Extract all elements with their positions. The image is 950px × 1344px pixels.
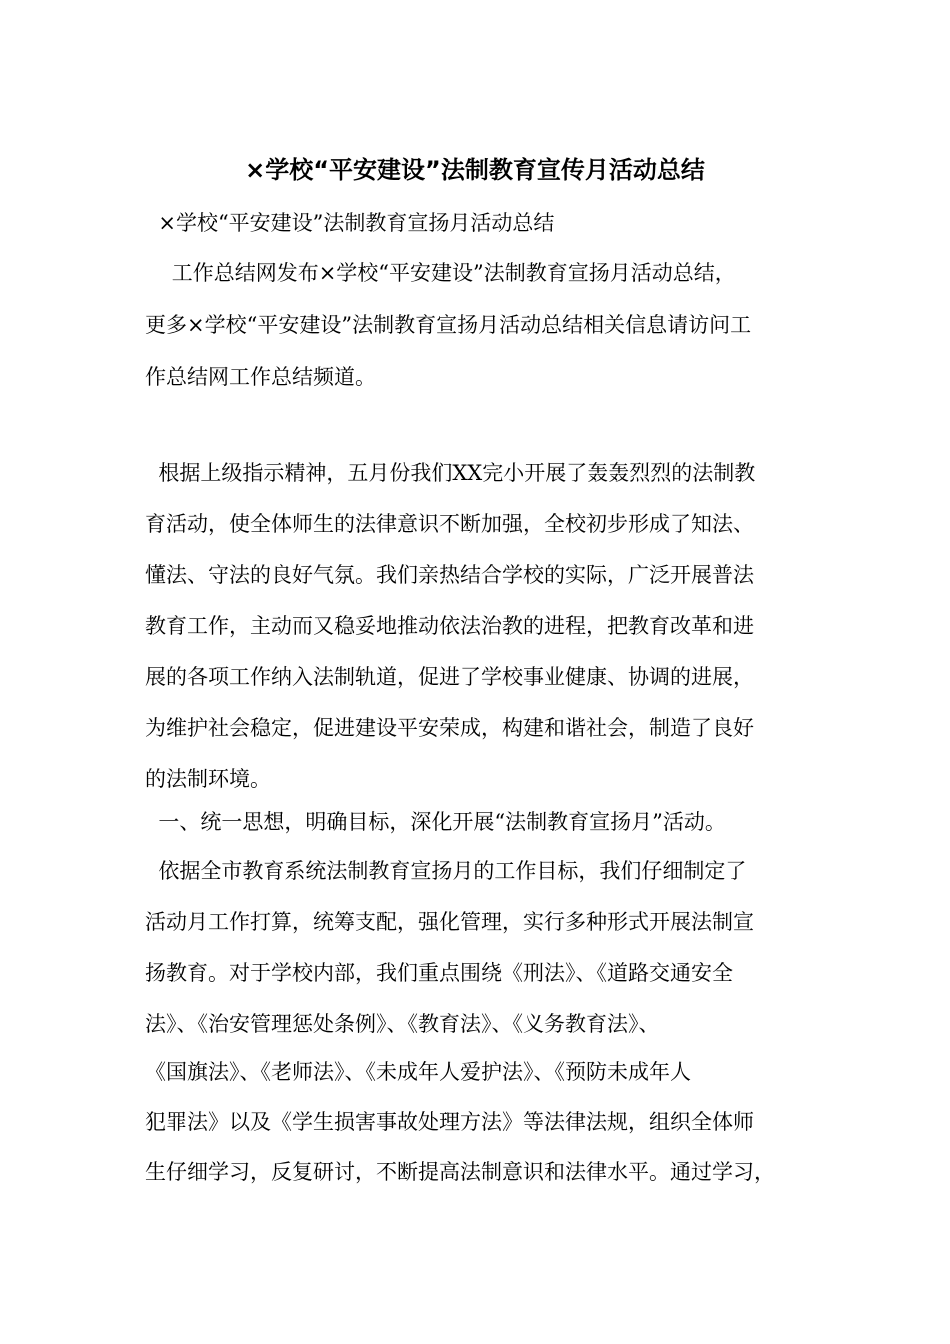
text-line: 育活动，使全体师生的法律意识不断加强，全校初步形成了知法、 (145, 512, 754, 536)
text-line: 根据上级指示精神，五月份我们XX完小开展了轰轰烈烈的法制教 (145, 461, 756, 485)
text-line: 生仔细学习，反复研讨，不断提高法制意识和法律水平。通过学习， (145, 1160, 775, 1184)
text-line: 作总结网工作总结频道。 (145, 365, 376, 389)
text-line: 为维护社会稳定，促进建设平安荣成，构建和谐社会，制造了良好 (145, 716, 754, 740)
section-heading: 一、统一思想，明确目标，深化开展“法制教育宣扬月”活动。 (145, 810, 726, 834)
text-line: 教育工作，主动而又稳妥地推动依法治教的进程，把教育改革和进 (145, 614, 754, 638)
text-line: 犯罪法》以及《学生损害事故处理方法》等法律法规，组织全体师 (145, 1110, 754, 1134)
text-line: 更多×学校“平安建设”法制教育宣扬月活动总结相关信息请访问工 (145, 313, 752, 337)
text-line: 懂法、守法的良好气氛。我们亲热结合学校的实际，广泛开展普法 (145, 563, 754, 587)
document-title: ×学校“平安建设”法制教育宣传月活动总结 (245, 156, 705, 184)
text-line: 的法制环境。 (145, 767, 271, 791)
text-line: 《国旗法》、《老师法》、《未成年人爱护法》、《预防未成年人 (145, 1060, 691, 1084)
text-line: 展的各项工作纳入法制轨道，促进了学校事业健康、协调的进展， (145, 665, 754, 689)
subtitle-line: ×学校“平安建设”法制教育宣扬月活动总结 (145, 211, 555, 235)
text-line: 法》、《治安管理惩处条例》、《教育法》、《义务教育法》、 (145, 1012, 660, 1036)
text-line: 活动月工作打算，统筹支配，强化管理，实行多种形式开展法制宣 (145, 910, 754, 934)
text-line: 工作总结网发布×学校“平安建设”法制教育宣扬月活动总结， (145, 261, 736, 285)
text-line: 扬教育。对于学校内部，我们重点围绕《刑法》、《道路交通安全 (145, 961, 733, 985)
text-line: 依据全市教育系统法制教育宣扬月的工作目标，我们仔细制定了 (145, 859, 747, 883)
